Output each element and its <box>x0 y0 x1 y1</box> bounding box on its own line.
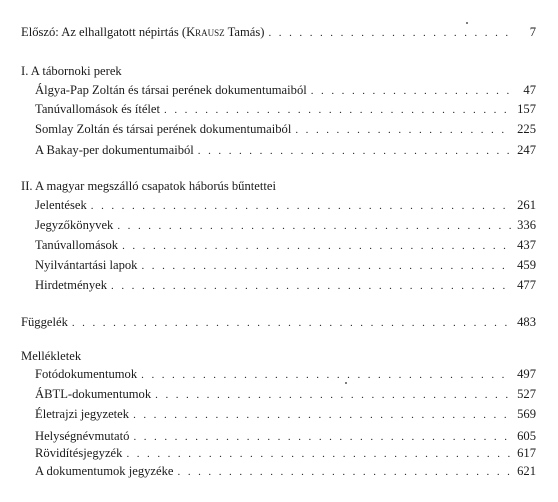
dot-leader <box>311 83 512 100</box>
toc-page-number: 621 <box>517 464 536 478</box>
dot-leader <box>141 367 512 384</box>
toc-entry[interactable] <box>35 82 536 99</box>
toc-page-number: 617 <box>517 446 536 460</box>
toc-entry-preface[interactable] <box>21 24 536 41</box>
dot-leader <box>117 218 512 235</box>
toc-entry[interactable] <box>35 445 536 462</box>
scan-speck <box>466 22 468 24</box>
toc-entry[interactable] <box>35 386 536 403</box>
toc-entry-label: Hirdetmények <box>35 278 108 292</box>
toc-entry-label: Függelék <box>21 315 68 329</box>
toc-entry-label: Jelentések <box>35 198 87 212</box>
toc-entry-label: Jegyzőkönyvek <box>35 218 114 232</box>
section-heading-2: II. A magyar megszálló csapatok háborús bűntettei <box>21 179 276 193</box>
toc-entry-label: Előszó: Az elhallgatott népirtás (Krausz Tamás) <box>21 25 265 39</box>
dot-leader <box>198 143 512 160</box>
dot-leader <box>72 315 512 332</box>
toc-entry[interactable] <box>35 257 536 274</box>
dot-leader <box>133 407 512 424</box>
section-heading-attachments: Mellékletek <box>21 349 82 363</box>
scan-speck <box>345 382 347 384</box>
toc-page-number: 247 <box>517 143 536 157</box>
dot-leader <box>91 198 512 215</box>
section-heading-1: I. A tábornoki perek <box>21 64 122 78</box>
toc-page-number: 605 <box>517 429 536 443</box>
toc-entry-label: Tanúvallomások és ítélet <box>35 102 161 116</box>
dot-leader <box>133 429 512 446</box>
toc-page-number: 437 <box>517 238 536 252</box>
toc-entry-label: A Bakay-per dokumentumaiból <box>35 143 194 157</box>
dot-leader <box>269 25 513 42</box>
toc-entry[interactable] <box>35 463 536 480</box>
toc-entry-label: Fotódokumentumok <box>35 367 138 381</box>
toc-entry[interactable] <box>35 406 536 423</box>
toc-entry-label: Életrajzi jegyzetek <box>35 407 130 421</box>
toc-page-number: 157 <box>517 102 536 116</box>
toc-entry-label: Somlay Zoltán és társai perének dokumentumaiból <box>35 122 292 136</box>
toc-entry[interactable] <box>35 217 536 234</box>
toc-entry[interactable] <box>35 428 536 445</box>
dot-leader <box>178 464 512 481</box>
toc-page-number: 225 <box>517 122 536 136</box>
toc-page-number: 497 <box>517 367 536 381</box>
toc-page-number: 483 <box>517 315 536 329</box>
toc-page-number: 527 <box>517 387 536 401</box>
toc-entry[interactable] <box>35 277 536 294</box>
toc-page-number: 477 <box>517 278 536 292</box>
dot-leader <box>155 387 512 404</box>
toc-entry[interactable] <box>35 121 536 138</box>
toc-entry-label: Rövidítésjegyzék <box>35 446 123 460</box>
author-name: Krausz <box>186 25 225 39</box>
toc-page-number: 47 <box>523 83 536 97</box>
dot-leader <box>141 258 512 275</box>
toc-entry[interactable] <box>35 197 536 214</box>
toc-entry-label: Nyilvántartási lapok <box>35 258 138 272</box>
toc-entry-appendix[interactable] <box>21 314 536 331</box>
toc-entry[interactable] <box>35 142 536 159</box>
dot-leader <box>295 122 512 139</box>
toc-page-number: 261 <box>517 198 536 212</box>
toc-page-number: 336 <box>517 218 536 232</box>
toc-entry-label: Tanúvallomások <box>35 238 119 252</box>
dot-leader <box>164 102 512 119</box>
toc-entry[interactable] <box>35 366 536 383</box>
toc-entry-label: A dokumentumok jegyzéke <box>35 464 174 478</box>
toc-page-number: 459 <box>517 258 536 272</box>
toc-entry-label: Helységnévmutató <box>35 429 130 443</box>
toc-page-number: 7 <box>529 25 536 39</box>
toc-entry[interactable] <box>35 101 536 118</box>
toc-page-number: 569 <box>517 407 536 421</box>
dot-leader <box>122 238 512 255</box>
toc-entry-label: Álgya-Pap Zoltán és társai perének dokumentumaiból <box>35 83 307 97</box>
toc-entry[interactable] <box>35 237 536 254</box>
dot-leader <box>111 278 512 295</box>
dot-leader <box>126 446 512 463</box>
toc-entry-label: ÁBTL-dokumentumok <box>35 387 152 401</box>
